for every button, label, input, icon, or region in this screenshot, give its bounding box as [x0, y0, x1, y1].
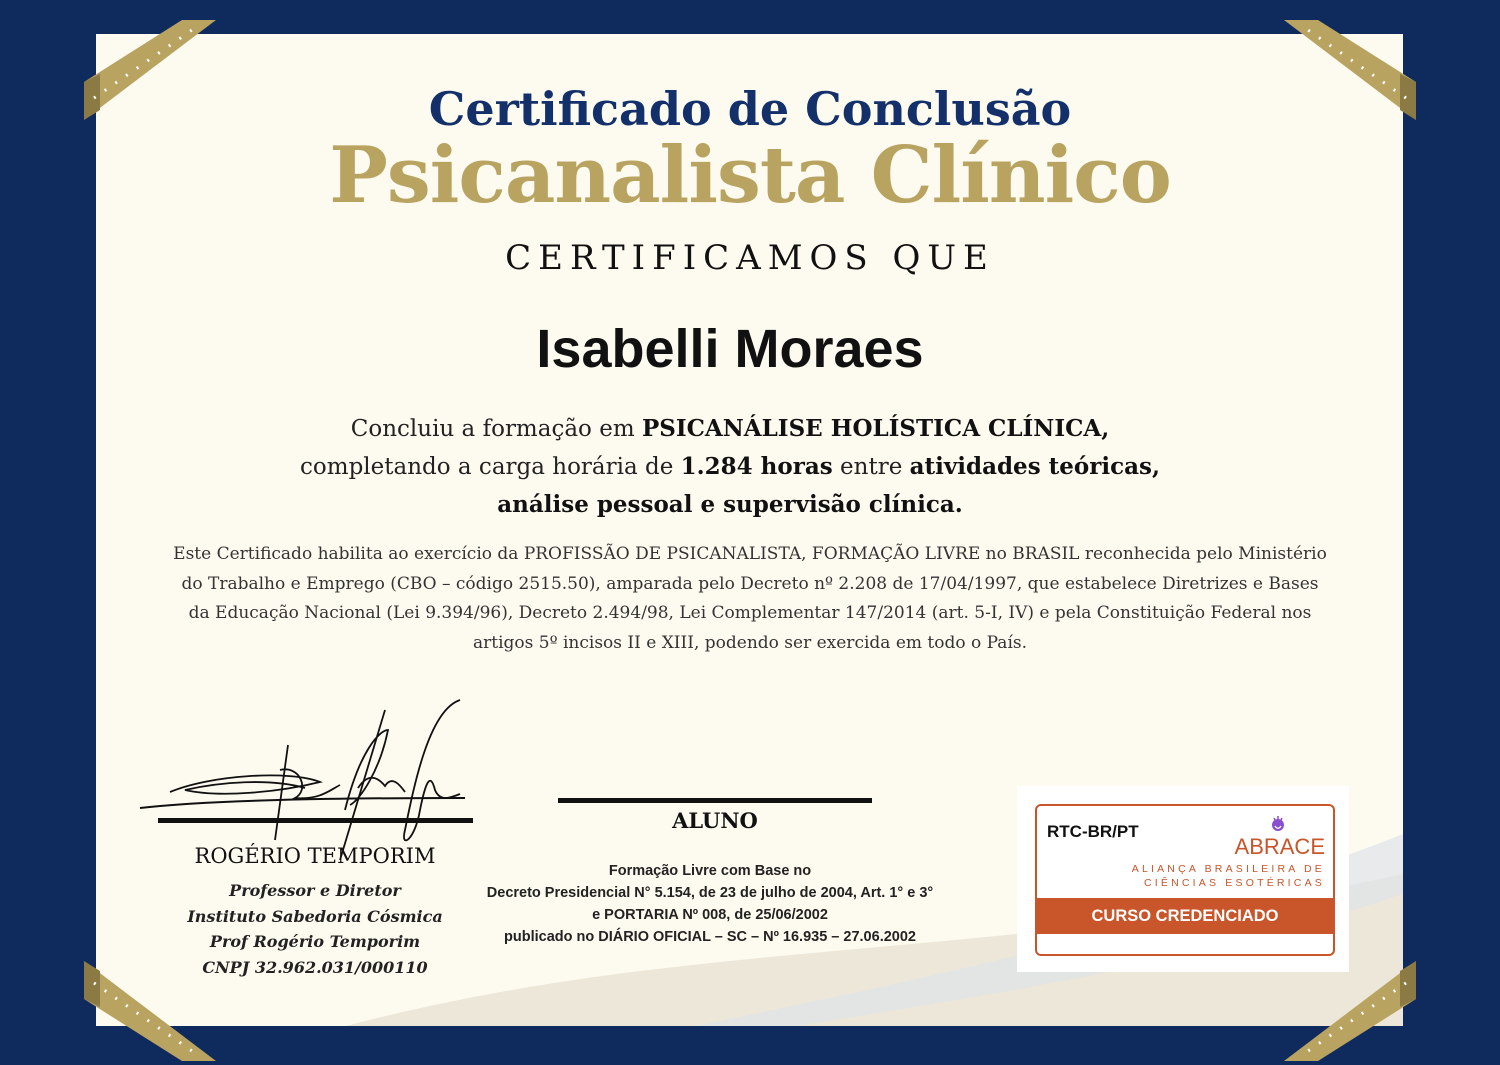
signer-cnpj: CNPJ 32.962.031/000110	[202, 957, 428, 977]
legal-text: Este Certificado habilita ao exercício da PROFISSÃO DE PSICANALISTA, FORMAÇÃO LIVRE no BRASIL reconhecida pelo Ministério do Trabalho e Emprego (CBO – código 2515.50), amparada pelo Decreto nº 2.208 de 17/04/1997, que estabelece Diretrizes e Bases da Educação Nacional (Lei 9.394/96), Decreto 2.494/98, Lei Complementar 147/2014 (art. 5-I, IV) e pela Constituição Federal nos artigos 5º incisos II e XIII, podendo ser exercida em todo o País.	[173, 544, 1327, 653]
legal-basis-line: Decreto Presidencial N° 5.154, de 23 de julho de 2004, Art. 1° e 3°	[486, 885, 934, 901]
badge-band-label: CURSO CREDENCIADO	[1091, 906, 1279, 925]
body-text-part: Concluiu a formação em	[350, 416, 642, 442]
badge-brand: ABRACE	[1234, 834, 1325, 859]
completion-statement	[200, 410, 1260, 524]
course-activities: atividades teóricas,	[909, 453, 1160, 480]
legal-basis	[455, 860, 965, 948]
body-text-part: entre	[832, 454, 910, 480]
legal-basis-line: publicado no DIÁRIO OFICIAL – SC – Nº 16.935 – 27.06.2002	[504, 929, 916, 945]
signer-role: Professor e Diretor	[229, 881, 401, 900]
badge-subtitle-line: CIÊNCIAS ESOTÉRICAS	[1144, 877, 1325, 889]
body-text-part: completando a carga horária de	[300, 454, 681, 480]
certify-line: CERTIFICAMOS QUE	[505, 238, 995, 278]
course-activities-cont: análise pessoal e supervisão clínica.	[497, 491, 963, 518]
course-name: PSICANÁLISE HOLÍSTICA CLÍNICA,	[641, 415, 1110, 442]
legal-basis-line: e PORTARIA Nº 008, de 25/06/2002	[592, 907, 828, 923]
badge-subtitle-line: ALIANÇA BRASILEIRA DE	[1131, 863, 1325, 875]
badge-frame	[1035, 804, 1335, 956]
signer-institute: Instituto Sabedoria Cósmica	[187, 906, 443, 926]
badge-code: RTC-BR/PT	[1047, 822, 1139, 841]
certificate-main-title: Psicanalista Clínico	[329, 130, 1171, 221]
student-name: Isabelli Moraes	[536, 319, 924, 379]
signer-name: ROGÉRIO TEMPORIM	[194, 844, 436, 868]
course-hours: 1.284 horas	[680, 453, 833, 480]
legal-basis-line: Formação Livre com Base no	[608, 863, 812, 879]
abrace-logo-icon	[1267, 814, 1289, 834]
accreditation-badge	[1017, 786, 1349, 972]
signer-details	[150, 878, 480, 980]
signature-line-student	[558, 798, 872, 803]
badge-band	[1037, 898, 1333, 934]
signer-prof: Prof Rogério Temporim	[209, 932, 421, 951]
badge-subtitle	[1075, 862, 1325, 890]
certificate-title: Certificado de Conclusão	[428, 82, 1072, 136]
signature-line-director	[158, 818, 473, 823]
student-signature-label: ALUNO	[672, 808, 758, 833]
handwritten-signature	[130, 690, 480, 860]
